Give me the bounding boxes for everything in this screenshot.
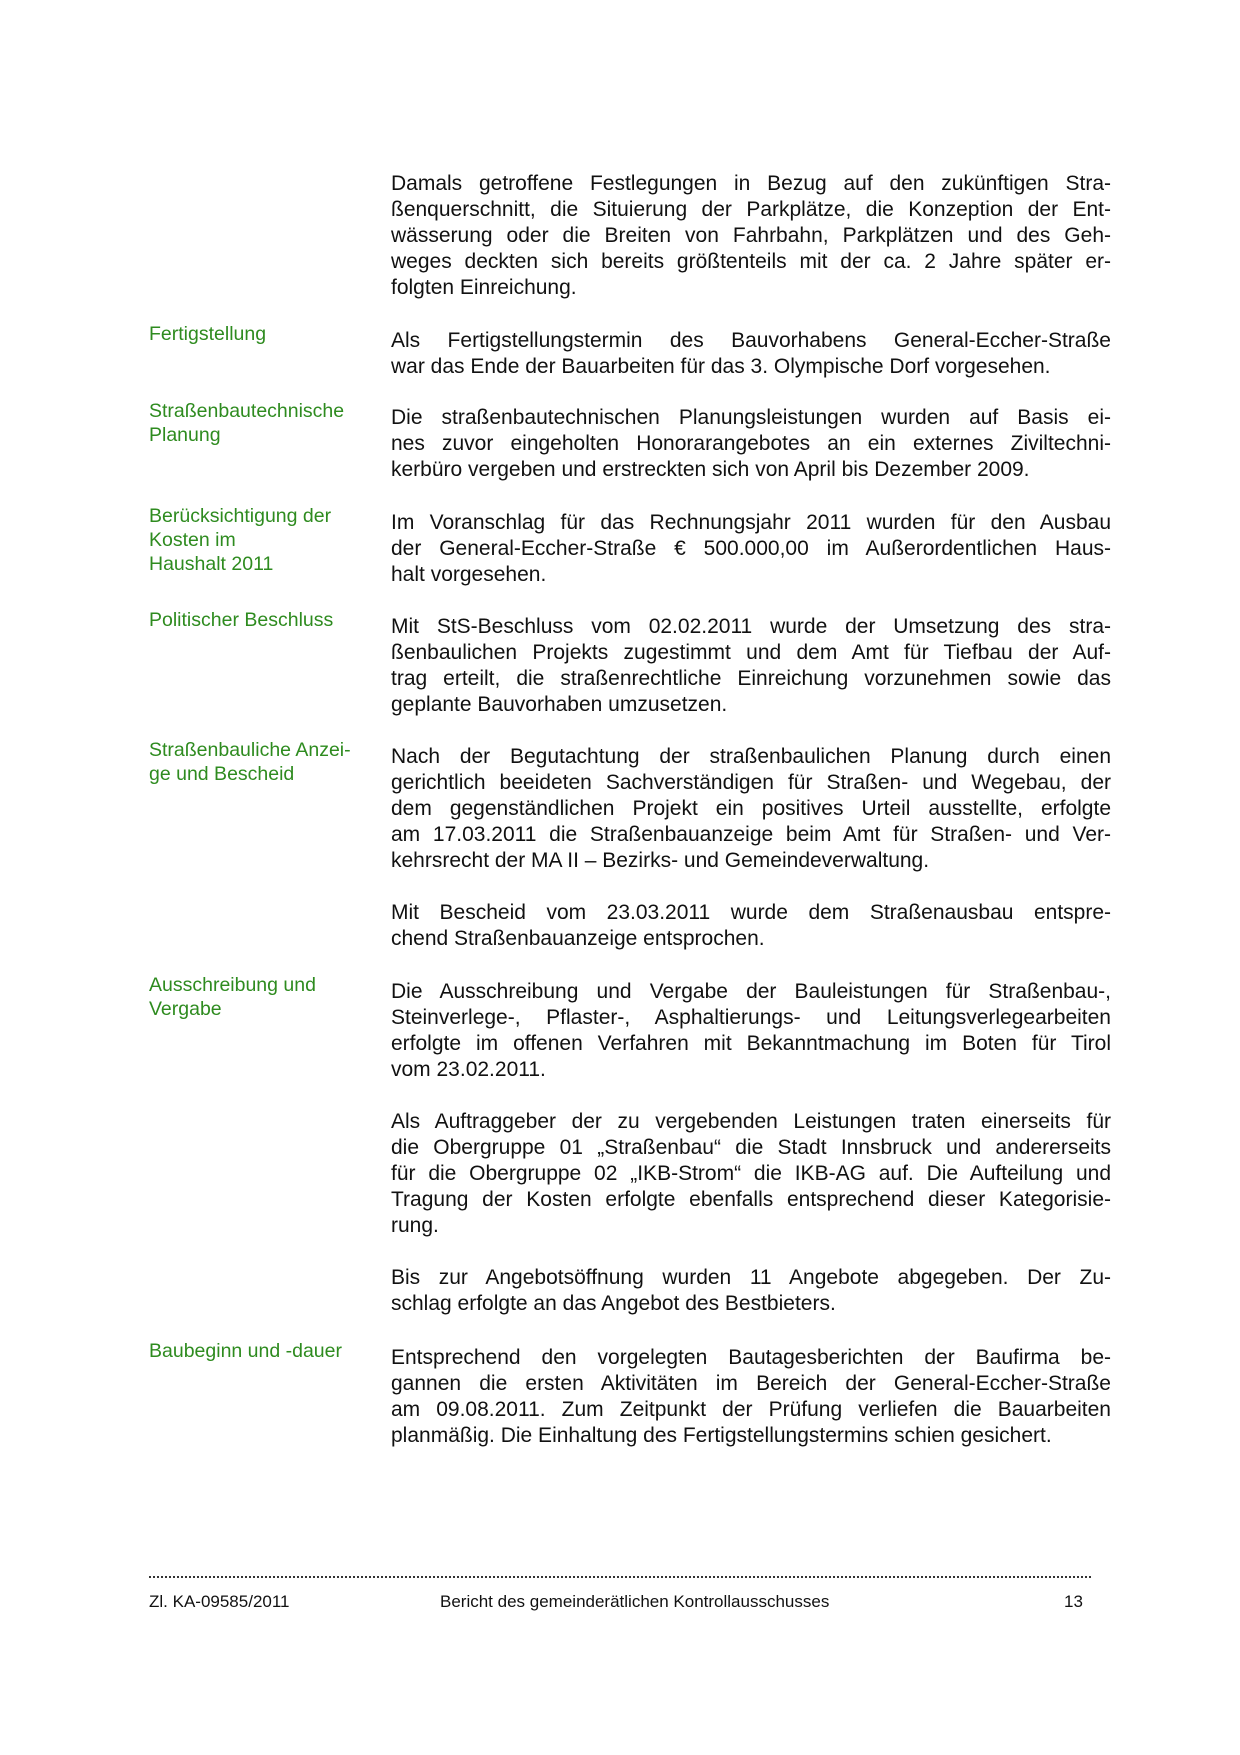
margin-heading-line: ge und Bescheid <box>149 763 295 785</box>
margin-heading <box>149 322 374 346</box>
body-paragraph <box>391 614 1111 718</box>
margin-heading-line: Fertigstellung <box>149 323 267 345</box>
footer-reference: Zl. KA-09585/2011 <box>149 1592 290 1611</box>
body-paragraph <box>391 405 1111 483</box>
paragraph-line: kerbüro vergeben und erstreckten sich von April bis Dezember 2009. <box>391 458 1030 481</box>
margin-heading-line: Berücksichtigung der <box>149 505 332 527</box>
margin-heading-line: Kosten im <box>149 529 236 551</box>
footer-title: Bericht des gemeinderätlichen Kontrollausschusses <box>440 1592 830 1611</box>
body-paragraph <box>391 1345 1111 1449</box>
body-paragraph <box>391 1265 1111 1317</box>
paragraph-line: Damals getroffene Festlegungen in Bezug auf den zukünftigen Stra- <box>391 172 1111 195</box>
margin-heading <box>149 608 374 632</box>
paragraph-line: folgten Einreichung. <box>391 276 577 299</box>
body-paragraph <box>391 328 1111 380</box>
paragraph-line: für die Obergruppe 02 „IKB-Strom“ die IKB-AG auf. Die Aufteilung und <box>391 1162 1111 1185</box>
margin-heading-line: Straßenbauliche Anzei- <box>149 739 351 761</box>
paragraph-line: Nach der Begutachtung der straßenbaulichen Planung durch einen <box>391 745 1111 768</box>
body-paragraph <box>391 900 1111 952</box>
margin-heading <box>149 973 374 1021</box>
paragraph-line: am 09.08.2011. Zum Zeitpunkt der Prüfung verliefen die Bauarbeiten <box>391 1398 1111 1421</box>
margin-heading <box>149 1339 374 1363</box>
paragraph-line: schlag erfolgte an das Angebot des Bestbieters. <box>391 1292 836 1315</box>
paragraph-line: erfolgte im offenen Verfahren mit Bekanntmachung im Boten für Tirol <box>391 1032 1111 1055</box>
paragraph-line: chend Straßenbauanzeige entsprochen. <box>391 927 765 950</box>
margin-heading-line: Vergabe <box>149 998 222 1020</box>
footer-divider <box>149 1576 1091 1578</box>
paragraph-line: die Obergruppe 01 „Straßenbau“ die Stadt Innsbruck und andererseits <box>391 1136 1111 1159</box>
body-paragraph <box>391 979 1111 1083</box>
margin-heading-line: Planung <box>149 424 221 446</box>
paragraph-line: planmäßig. Die Einhaltung des Fertigstellungstermins schien gesichert. <box>391 1424 1052 1447</box>
margin-heading-line: Ausschreibung und <box>149 974 316 996</box>
body-paragraph <box>391 744 1111 874</box>
margin-heading <box>149 399 374 447</box>
body-paragraph <box>391 1109 1111 1239</box>
body-paragraph <box>391 171 1111 301</box>
paragraph-line: rung. <box>391 1214 439 1237</box>
paragraph-line: am 17.03.2011 die Straßenbauanzeige beim Amt für Straßen- und Ver- <box>391 823 1111 846</box>
paragraph-line: wässerung oder die Breiten von Fahrbahn, Parkplätzen und des Geh- <box>391 224 1111 247</box>
margin-heading-line: Politischer Beschluss <box>149 609 334 631</box>
paragraph-line: vom 23.02.2011. <box>391 1058 546 1081</box>
paragraph-line: halt vorgesehen. <box>391 563 547 586</box>
paragraph-line: Im Voranschlag für das Rechnungsjahr 2011 wurden für den Ausbau <box>391 511 1111 534</box>
page-number: 13 <box>1064 1592 1083 1611</box>
paragraph-line: Als Auftraggeber der zu vergebenden Leistungen traten einerseits für <box>391 1110 1111 1133</box>
paragraph-line: Entsprechend den vorgelegten Bautagesberichten der Baufirma be- <box>391 1346 1111 1369</box>
paragraph-line: Die Ausschreibung und Vergabe der Bauleistungen für Straßenbau-, <box>391 980 1111 1003</box>
margin-heading-line: Haushalt 2011 <box>149 553 274 575</box>
paragraph-line: Steinverlege-, Pflaster-, Asphaltierungs- und Leitungsverlegearbeiten <box>391 1006 1111 1029</box>
paragraph-line: kehrsrecht der MA II – Bezirks- und Gemeindeverwaltung. <box>391 849 930 872</box>
paragraph-line: nes zuvor eingeholten Honorarangebotes an ein externes Ziviltechni- <box>391 432 1111 455</box>
margin-heading-line: Baubeginn und -dauer <box>149 1340 342 1362</box>
margin-heading-line: Straßenbautechnische <box>149 400 345 422</box>
paragraph-line: der General-Eccher-Straße € 500.000,00 im Außerordentlichen Haus- <box>391 537 1111 560</box>
paragraph-line: gerichtlich beeideten Sachverständigen für Straßen- und Wegebau, der <box>391 771 1111 794</box>
margin-heading <box>149 504 374 576</box>
paragraph-line: geplante Bauvorhaben umzusetzen. <box>391 693 728 716</box>
paragraph-line: trag erteilt, die straßenrechtliche Einreichung vorzunehmen sowie das <box>391 667 1111 690</box>
paragraph-line: Tragung der Kosten erfolgte ebenfalls entsprechend dieser Kategorisie- <box>391 1188 1111 1211</box>
paragraph-line: war das Ende der Bauarbeiten für das 3. Olympische Dorf vorgesehen. <box>391 355 1051 378</box>
paragraph-line: gannen die ersten Aktivitäten im Bereich der General-Eccher-Straße <box>391 1372 1111 1395</box>
body-paragraph <box>391 510 1111 588</box>
paragraph-line: dem gegenständlichen Projekt ein positives Urteil ausstellte, erfolgte <box>391 797 1111 820</box>
paragraph-line: ßenbaulichen Projekts zugestimmt und dem Amt für Tiefbau der Auf- <box>391 641 1111 664</box>
paragraph-line: ßenquerschnitt, die Situierung der Parkplätze, die Konzeption der Ent- <box>391 198 1111 221</box>
paragraph-line: Als Fertigstellungstermin des Bauvorhabens General-Eccher-Straße <box>391 329 1111 352</box>
paragraph-line: weges deckten sich bereits größtenteils mit der ca. 2 Jahre später er- <box>391 250 1111 273</box>
margin-heading <box>149 738 374 786</box>
paragraph-line: Bis zur Angebotsöffnung wurden 11 Angebote abgegeben. Der Zu- <box>391 1266 1111 1289</box>
paragraph-line: Mit Bescheid vom 23.03.2011 wurde dem Straßenausbau entspre- <box>391 901 1111 924</box>
paragraph-line: Mit StS-Beschluss vom 02.02.2011 wurde der Umsetzung des stra- <box>391 615 1111 638</box>
paragraph-line: Die straßenbautechnischen Planungsleistungen wurden auf Basis ei- <box>391 406 1111 429</box>
